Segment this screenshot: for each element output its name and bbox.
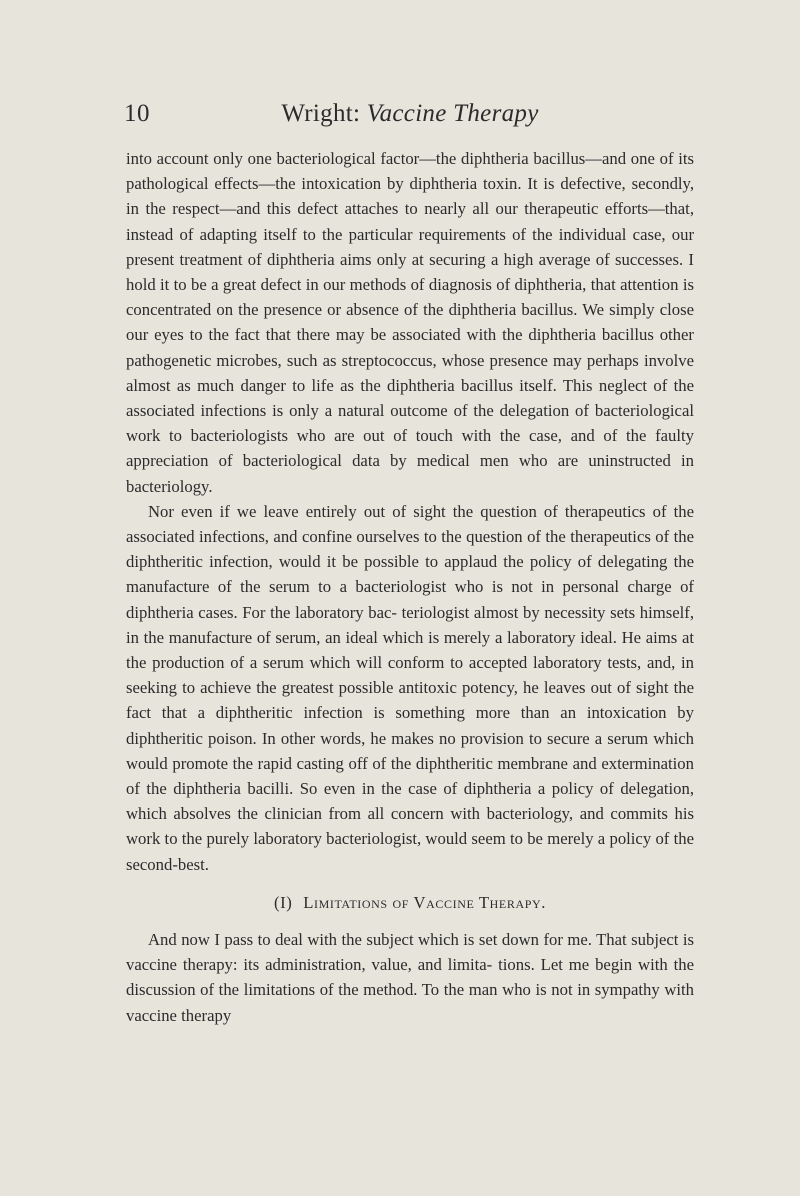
paragraph-1: into account only one bacteriological factor—the diphtheria bacillus—and one of its pathological effects—the intoxication by diphtheria toxin. It is defective, secondly, in the respect—and this defect attaches to nearly all our therapeutic efforts—that, instead of adapting itself to the particular requirements of the individual case, our present treatment of diphtheria aims only at securing a high average of successes. I hold it to be a great defect in our methods of diagnosis of diphtheria, that attention is concentrated on the presence or absence of the diphtheria bacillus. We simply close our eyes to the fact that there may be associated with the diphtheria bacillus other pathogenetic microbes, such as streptococcus, whose presence may perhaps involve almost as much danger to life as the diphtheria bacillus itself. This neglect of the associated infections is only a natural outcome of the delegation of bacteriological work to bacteriologists who are out of touch with the case, and of the faulty appreciation of bacteriological data by medical men who are uninstructed in bacteriology. <box>126 149 694 496</box>
paragraph-2: Nor even if we leave entirely out of sight the question of therapeutics of the associated infections, and confine ourselves to the question of the therapeutics of the diphtheritic infection, would it be possible to applaud the policy of delegating the manufacture of the serum to a bacteriologist who is not in personal charge of diphtheria cases. For the laboratory bac- teriologist almost by necessity sets himself, in the manufacture of serum, an ideal which is merely a laboratory ideal. He aims at the production of a serum which will conform to accepted laboratory tests, and, in seeking to achieve the greatest possible antitoxic potency, he leaves out of sight the fact that a diphtheritic infection is something more than an intoxication by diphtheritic poison. In other words, he makes no provision to secure a serum which would promote the rapid casting off of the diphtheritic membrane and extermination of the diphtheria bacilli. So even in the case of diphtheria a policy of delegation, which absolves the clinician from all concern with bacteriology, and commits his work to the purely laboratory bacteriologist, would seem to be merely a policy of the second-best. <box>126 501 694 874</box>
running-title <box>124 96 696 132</box>
running-header <box>124 96 696 132</box>
section-number: (I) <box>273 892 293 912</box>
paragraph-3: And now I pass to deal with the subject which is set down for me. That subject is vaccine therapy: its administration, value, and limita- tions. Let me begin with the discussion of the limitations of the method. To the man who is not in sympathy with vaccine therapy <box>126 929 694 1025</box>
book-title: Vaccine Therapy <box>366 100 539 127</box>
body-text <box>126 146 694 1028</box>
section-title: Limitations of Vaccine Therapy. <box>303 892 547 912</box>
page-number: 10 <box>124 100 150 127</box>
section-heading <box>126 890 694 915</box>
author-name: Wright: <box>281 100 361 127</box>
